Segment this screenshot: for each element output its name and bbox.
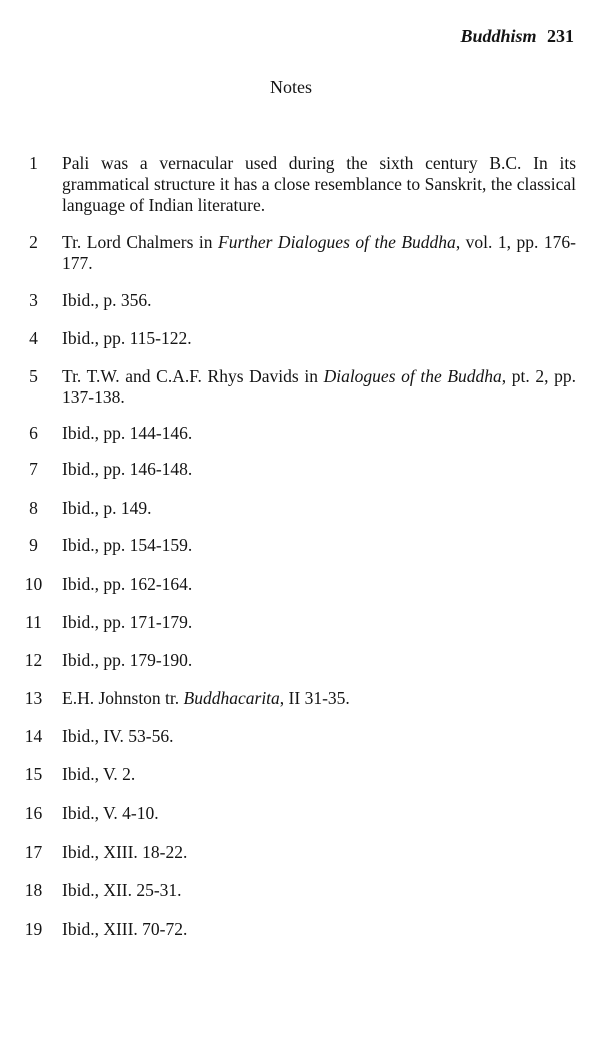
note-item — [0, 726, 600, 747]
note-text — [62, 803, 576, 824]
note-number: 12 — [24, 650, 43, 670]
note-text — [62, 232, 576, 274]
note-item — [0, 153, 600, 216]
notes-list — [0, 136, 600, 940]
note-text-segment: Ibid., pp. 162-164. — [62, 574, 193, 594]
note-item — [0, 688, 600, 709]
note-number: 11 — [25, 612, 42, 632]
note-text-segment: Ibid., pp. 144-146. — [62, 423, 193, 443]
note-number: 16 — [24, 803, 43, 823]
note-text-segment: Ibid., V. 4-10. — [62, 803, 159, 823]
note-text-segment: Ibid., pp. 146-148. — [62, 459, 193, 479]
note-number: 18 — [24, 880, 43, 900]
note-text — [62, 535, 576, 556]
note-item — [0, 366, 600, 408]
note-item — [0, 459, 600, 480]
notes-heading: Notes — [270, 77, 312, 97]
note-text — [62, 764, 576, 785]
note-item — [0, 612, 600, 633]
note-text-segment: Ibid., pp. 171-179. — [62, 612, 193, 632]
note-number: 14 — [24, 726, 43, 746]
note-title-italic: Buddhacarita — [183, 688, 280, 708]
note-text — [62, 328, 576, 349]
note-item — [0, 919, 600, 940]
note-text — [62, 366, 576, 408]
note-number: 19 — [24, 919, 43, 939]
note-item — [0, 842, 600, 863]
note-text — [62, 842, 576, 863]
note-text-segment: Ibid., XIII. 70-72. — [62, 919, 188, 939]
note-text-segment: Ibid., pp. 115-122. — [62, 328, 192, 348]
note-item — [0, 535, 600, 556]
note-text-segment: Tr. T.W. and C.A.F. Rhys Davids in — [62, 366, 324, 386]
note-text — [62, 290, 576, 311]
page-number: 231 — [547, 26, 574, 46]
note-text-segment: Ibid., IV. 53-56. — [62, 726, 174, 746]
note-number: 5 — [29, 366, 38, 386]
note-number: 3 — [29, 290, 38, 310]
note-number: 17 — [24, 842, 43, 862]
note-text-segment: Ibid., p. 149. — [62, 498, 152, 518]
note-text-segment: , II 31-35. — [279, 688, 350, 708]
note-text-segment: Ibid., XII. 25-31. — [62, 880, 182, 900]
note-number: 15 — [24, 764, 43, 784]
note-text — [62, 880, 576, 901]
note-number: 1 — [29, 153, 38, 173]
note-item — [0, 232, 600, 274]
note-text-segment: Ibid., pp. 154-159. — [62, 535, 193, 555]
note-number: 13 — [24, 688, 43, 708]
note-number: 2 — [29, 232, 38, 252]
note-text — [62, 650, 576, 671]
note-text — [62, 498, 576, 519]
note-item — [0, 764, 600, 785]
running-head — [460, 26, 574, 46]
note-text — [62, 612, 576, 633]
note-text-segment: Ibid., V. 2. — [62, 764, 136, 784]
running-head-section-title: Buddhism — [460, 26, 537, 46]
note-item — [0, 880, 600, 901]
note-item — [0, 328, 600, 349]
note-text-segment: E.H. Johnston tr. — [62, 688, 184, 708]
note-text — [62, 726, 576, 747]
note-number: 10 — [24, 574, 43, 594]
note-text — [62, 423, 576, 444]
note-text-segment: Tr. Lord Chalmers in — [62, 232, 218, 252]
note-text — [62, 919, 576, 940]
note-number: 7 — [29, 459, 38, 479]
note-text — [62, 153, 576, 216]
note-item — [0, 574, 600, 595]
note-text — [62, 688, 576, 709]
note-text-segment: , vol. 1, pp. 176-177. — [62, 232, 576, 273]
note-item — [0, 650, 600, 671]
note-text-segment: Ibid., pp. 179-190. — [62, 650, 193, 670]
note-number: 4 — [29, 328, 38, 348]
note-item — [0, 290, 600, 311]
note-item — [0, 498, 600, 519]
note-text — [62, 574, 576, 595]
note-number: 8 — [29, 498, 38, 518]
note-title-italic: Further Dialogues of the Buddha — [218, 232, 456, 252]
note-text-segment: Ibid., p. 356. — [62, 290, 152, 310]
note-text-segment: , pt. 2, pp. 137-138. — [62, 366, 576, 407]
note-text-segment: Ibid., XIII. 18-22. — [62, 842, 188, 862]
note-text-segment: Pali was a vernacular used during the sixth century B.C. In its grammatical structure it has a close resemblance to Sanskrit, the classical language of Indian literature. — [62, 153, 576, 215]
note-item — [0, 423, 600, 444]
note-item — [0, 803, 600, 824]
note-number: 6 — [29, 423, 38, 443]
note-text — [62, 459, 576, 480]
note-title-italic: Dialogues of the Buddha — [323, 366, 502, 386]
note-number: 9 — [29, 535, 38, 555]
